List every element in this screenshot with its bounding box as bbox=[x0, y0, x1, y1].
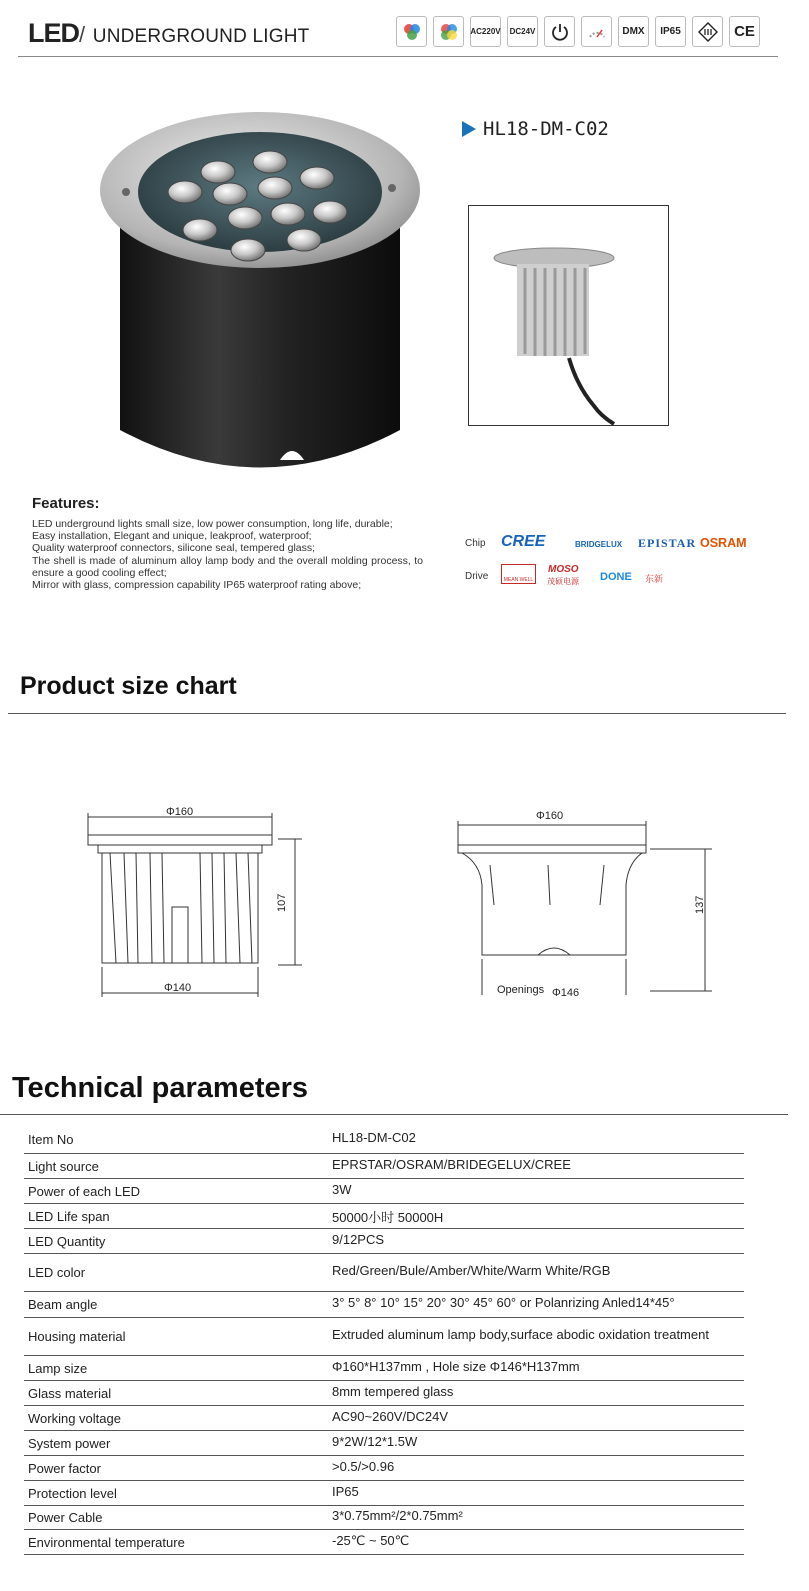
right-height-dim: 137 bbox=[694, 895, 706, 914]
table-row bbox=[24, 1179, 744, 1204]
param-name: Light source bbox=[28, 1158, 99, 1174]
param-name: Lamp size bbox=[28, 1360, 88, 1376]
ac220v-icon: AC220V bbox=[470, 16, 501, 47]
brand-osram: OSRAM bbox=[700, 536, 747, 550]
feature-item: Quality waterproof connectors, silicone seal, tempered glass; bbox=[32, 542, 316, 555]
module-image bbox=[468, 205, 669, 426]
param-value: HL18-DM-C02 bbox=[332, 1130, 416, 1145]
feature-item: LED underground lights small size, low power consumption, long life, durable; bbox=[32, 518, 393, 530]
brand-done-cn: 东新 bbox=[645, 574, 664, 584]
table-row bbox=[24, 1406, 744, 1431]
brand-moso-cn: 茂硕电源 bbox=[547, 577, 579, 586]
param-value: >0.5/>0.96 bbox=[332, 1458, 395, 1474]
left-bottom-dim: Φ140 bbox=[164, 982, 192, 994]
title-led: LED bbox=[28, 18, 79, 48]
table-row bbox=[24, 1456, 744, 1481]
left-height-dim: 107 bbox=[276, 893, 288, 912]
table-row bbox=[24, 1318, 744, 1356]
chip-label: Chip bbox=[465, 538, 486, 549]
param-value: Extruded aluminum lamp body,surface abodic oxidation treatment bbox=[332, 1327, 709, 1342]
feature-item: Mirror with glass, compression capability IP65 waterproof rating above; bbox=[32, 579, 362, 592]
brand-bridgelux: BRIDGELUX bbox=[575, 540, 623, 549]
param-name: Working voltage bbox=[28, 1410, 121, 1426]
param-name: Beam angle bbox=[28, 1297, 98, 1312]
rgbw-icon bbox=[433, 16, 464, 47]
features-list bbox=[32, 518, 423, 591]
table-row bbox=[24, 1229, 744, 1254]
title-slash: / bbox=[79, 22, 86, 47]
param-value: -25℃ ~ 50℃ bbox=[332, 1532, 410, 1548]
ce-icon: CE bbox=[729, 16, 760, 47]
param-value: 9/12PCS bbox=[332, 1231, 385, 1247]
param-name: Glass material bbox=[28, 1385, 112, 1401]
param-value: 9*2W/12*1.5W bbox=[332, 1433, 418, 1449]
table-row bbox=[24, 1381, 744, 1406]
right-bottom-dim: Φ146 bbox=[552, 987, 580, 999]
table-row bbox=[24, 1292, 744, 1318]
table-row bbox=[24, 1126, 744, 1154]
param-value: 3W bbox=[332, 1181, 352, 1197]
param-name: Item No bbox=[28, 1132, 74, 1147]
right-openings-label: Openings bbox=[497, 984, 545, 996]
power-icon bbox=[544, 16, 575, 47]
ip65-icon: IP65 bbox=[655, 16, 686, 47]
brand-meanwell: MEAN WELL bbox=[501, 564, 536, 584]
param-value: Red/Green/Bule/Amber/White/Warm White/RGB bbox=[332, 1263, 611, 1278]
param-name: Power factor bbox=[28, 1460, 101, 1476]
param-value: AC90~260V/DC24V bbox=[332, 1408, 448, 1424]
tech-title: Technical parameters bbox=[12, 1072, 309, 1104]
feature-item: The shell is made of aluminum alloy lamp body and the overall molding process, to ensure a good cooling effect; bbox=[32, 554, 423, 579]
class-iii-icon bbox=[692, 16, 723, 47]
table-row bbox=[24, 1356, 744, 1381]
param-name: Housing material bbox=[28, 1329, 126, 1344]
param-name: LED color bbox=[28, 1265, 86, 1280]
tech-table bbox=[24, 1126, 744, 1555]
param-name: Power Cable bbox=[28, 1510, 103, 1525]
table-row bbox=[24, 1204, 744, 1229]
table-row bbox=[24, 1431, 744, 1456]
param-value: 8mm tempered glass bbox=[332, 1383, 454, 1399]
dc24v-icon: DC24V bbox=[507, 16, 538, 47]
left-top-dim: Φ160 bbox=[166, 806, 194, 818]
size-divider bbox=[8, 713, 786, 714]
brand-epistar: EPISTAR bbox=[638, 536, 697, 550]
table-row bbox=[24, 1254, 744, 1292]
page-title bbox=[28, 18, 309, 49]
size-chart-title: Product size chart bbox=[20, 672, 237, 700]
table-row bbox=[24, 1506, 744, 1530]
param-name: System power bbox=[28, 1435, 111, 1451]
right-top-dim: Φ160 bbox=[536, 810, 564, 822]
title-rest: UNDERGROUND LIGHT bbox=[92, 26, 310, 47]
play-triangle-icon bbox=[462, 121, 476, 137]
tech-divider bbox=[0, 1114, 788, 1115]
dimmer-icon bbox=[581, 16, 612, 47]
table-row bbox=[24, 1481, 744, 1506]
dmx-icon: DMX bbox=[618, 16, 649, 47]
brand-cree: CREE bbox=[501, 533, 546, 550]
header-divider bbox=[18, 56, 778, 57]
param-value: IP65 bbox=[332, 1483, 359, 1499]
param-name: Protection level bbox=[28, 1485, 117, 1501]
model-number: HL18-DM-C02 bbox=[483, 118, 609, 140]
param-name: LED Quantity bbox=[28, 1233, 106, 1249]
brand-done: DONE bbox=[600, 571, 632, 583]
param-value: EPRSTAR/OSRAM/BRIDEGELUX/CREE bbox=[332, 1156, 571, 1172]
param-name: Environmental temperature bbox=[28, 1534, 185, 1550]
product-image bbox=[100, 110, 420, 485]
param-value: 50000小时 50000H bbox=[332, 1209, 444, 1225]
size-diagram-right bbox=[450, 815, 720, 1005]
brand-moso: MOSO bbox=[548, 564, 579, 575]
table-row bbox=[24, 1154, 744, 1179]
param-value: 3° 5° 8° 10° 15° 20° 30° 45° 60° or Polanrizing Anled14*45° bbox=[332, 1295, 675, 1310]
features-title: Features: bbox=[32, 495, 100, 512]
feature-item: Easy installation, Elegant and unique, leakproof, waterproof; bbox=[32, 530, 312, 543]
param-value: Φ160*H137mm , Hole size Φ146*H137mm bbox=[332, 1358, 580, 1374]
feature-badges bbox=[396, 16, 760, 47]
model-label bbox=[462, 118, 609, 140]
param-name: Power of each LED bbox=[28, 1183, 141, 1199]
rgb-icon bbox=[396, 16, 427, 47]
table-row bbox=[24, 1530, 744, 1555]
drive-label: Drive bbox=[465, 571, 489, 582]
param-value: 3*0.75mm²/2*0.75mm² bbox=[332, 1508, 463, 1523]
param-name: LED Life span bbox=[28, 1208, 110, 1224]
